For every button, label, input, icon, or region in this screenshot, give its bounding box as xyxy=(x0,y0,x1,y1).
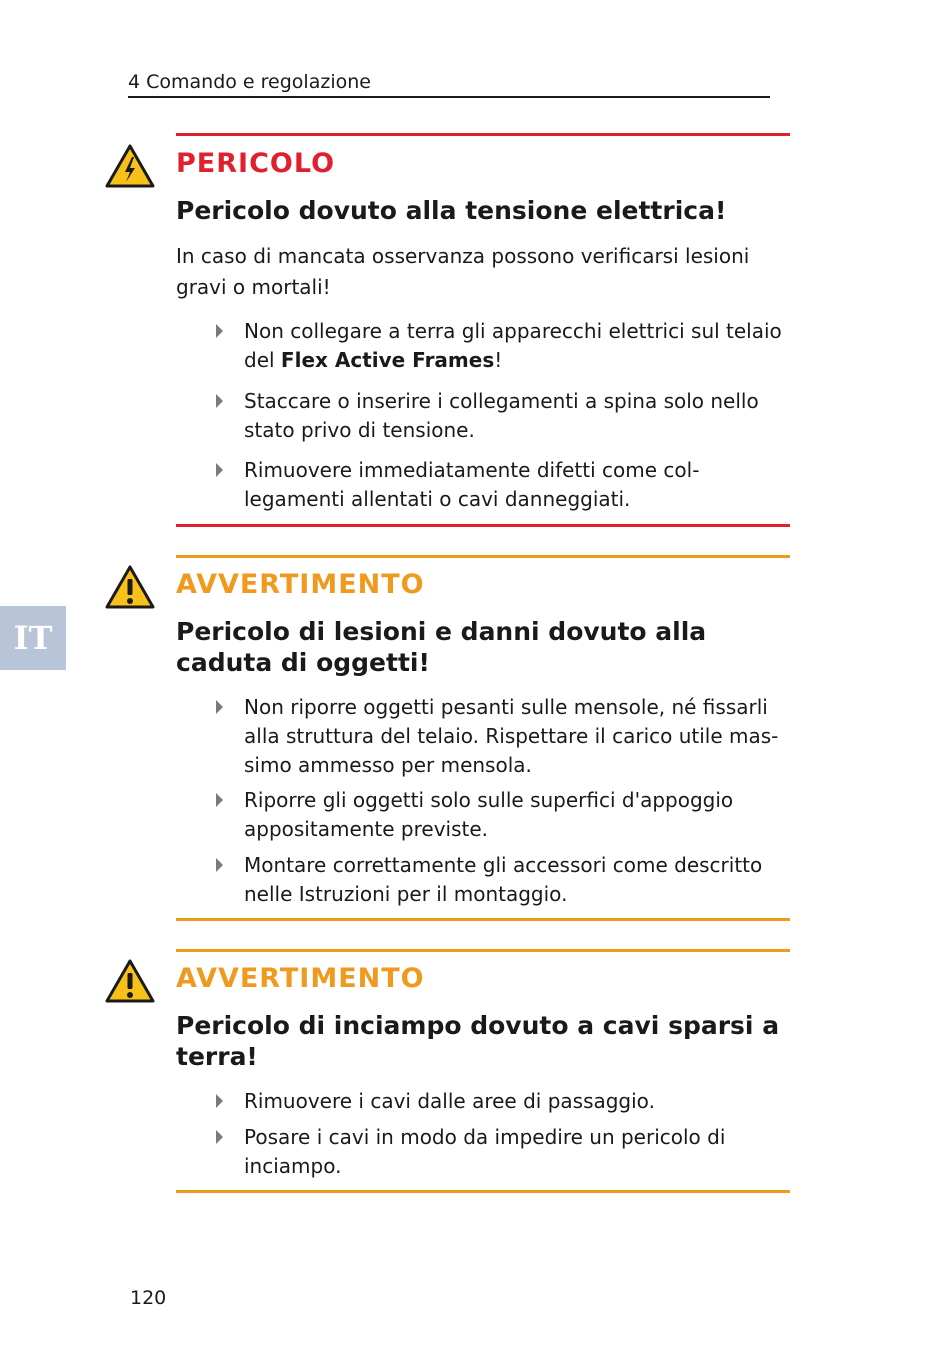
list-item xyxy=(216,786,790,844)
chapter-header xyxy=(128,70,770,98)
bullet-arrow-icon xyxy=(216,324,223,338)
list-item-text: Non riporre oggetti pesanti sulle mensole, né fissarli alla struttura del telaio. Rispettare il carico utile mas-simo ammesso per mensola. xyxy=(244,695,779,777)
bullet-arrow-icon xyxy=(216,700,223,714)
notice-top-rule xyxy=(176,949,790,952)
list-item-text: Rimuovere i cavi dalle aree di passaggio. xyxy=(244,1089,655,1113)
notice-top-rule xyxy=(176,133,790,136)
bullet-arrow-icon xyxy=(216,463,223,477)
electric-hazard-icon xyxy=(104,143,156,189)
list-item-text: Staccare o inserire i collegamenti a spina solo nello stato privo di tensione. xyxy=(244,389,759,442)
signal-word: AVVERTIMENTO xyxy=(176,963,425,994)
page-number: 120 xyxy=(130,1287,167,1309)
list-item-text: Montare correttamente gli accessori come descritto nelle Istruzioni per il montaggio. xyxy=(244,853,763,906)
list-item-text: Non collegare a terra gli apparecchi elettrici sul telaio del xyxy=(244,319,782,372)
list-item xyxy=(216,1123,790,1181)
list-item-text: Posare i cavi in modo da impedire un pericolo di inciampo. xyxy=(244,1125,726,1178)
bullet-arrow-icon xyxy=(216,1094,223,1108)
notice-title: Pericolo dovuto alla tensione elettrica! xyxy=(176,196,727,225)
general-warning-icon xyxy=(104,958,156,1004)
list-item-text-end: ! xyxy=(494,348,503,372)
product-name: Flex Active Frames xyxy=(280,348,495,372)
warning-notice xyxy=(176,555,790,922)
list-item xyxy=(216,317,790,375)
signal-word: AVVERTIMENTO xyxy=(176,569,425,600)
warning-notice xyxy=(176,949,790,1195)
notice-top-rule xyxy=(176,555,790,558)
list-item xyxy=(216,1087,790,1116)
notice-title: Pericolo di lesioni e danni dovuto alla caduta di oggetti! xyxy=(176,617,707,677)
list-item xyxy=(216,387,790,445)
danger-notice xyxy=(176,133,790,529)
list-item xyxy=(216,851,790,909)
signal-word: PERICOLO xyxy=(176,148,336,179)
list-item xyxy=(216,456,790,514)
list-item xyxy=(216,693,790,780)
notice-bottom-rule xyxy=(176,524,790,527)
bullet-arrow-icon xyxy=(216,858,223,872)
notice-text: In caso di mancata osservanza possono verificarsi lesioni gravi o mortali! xyxy=(176,244,750,299)
bullet-arrow-icon xyxy=(216,1130,223,1144)
list-item-text: Rimuovere immediatamente difetti come col-legamenti allentati o cavi danneggiati. xyxy=(244,458,700,511)
notice-title: Pericolo di inciampo dovuto a cavi sparsi a terra! xyxy=(176,1011,780,1071)
language-tab: IT xyxy=(0,606,66,670)
chapter-title: 4 Comando e regolazione xyxy=(128,71,371,93)
bullet-arrow-icon xyxy=(216,793,223,807)
bullet-arrow-icon xyxy=(216,394,223,408)
list-item-text: Riporre gli oggetti solo sulle superfici d'appoggio appositamente previste. xyxy=(244,788,734,841)
general-warning-icon xyxy=(104,564,156,610)
notice-bottom-rule xyxy=(176,1190,790,1193)
notice-bottom-rule xyxy=(176,918,790,921)
